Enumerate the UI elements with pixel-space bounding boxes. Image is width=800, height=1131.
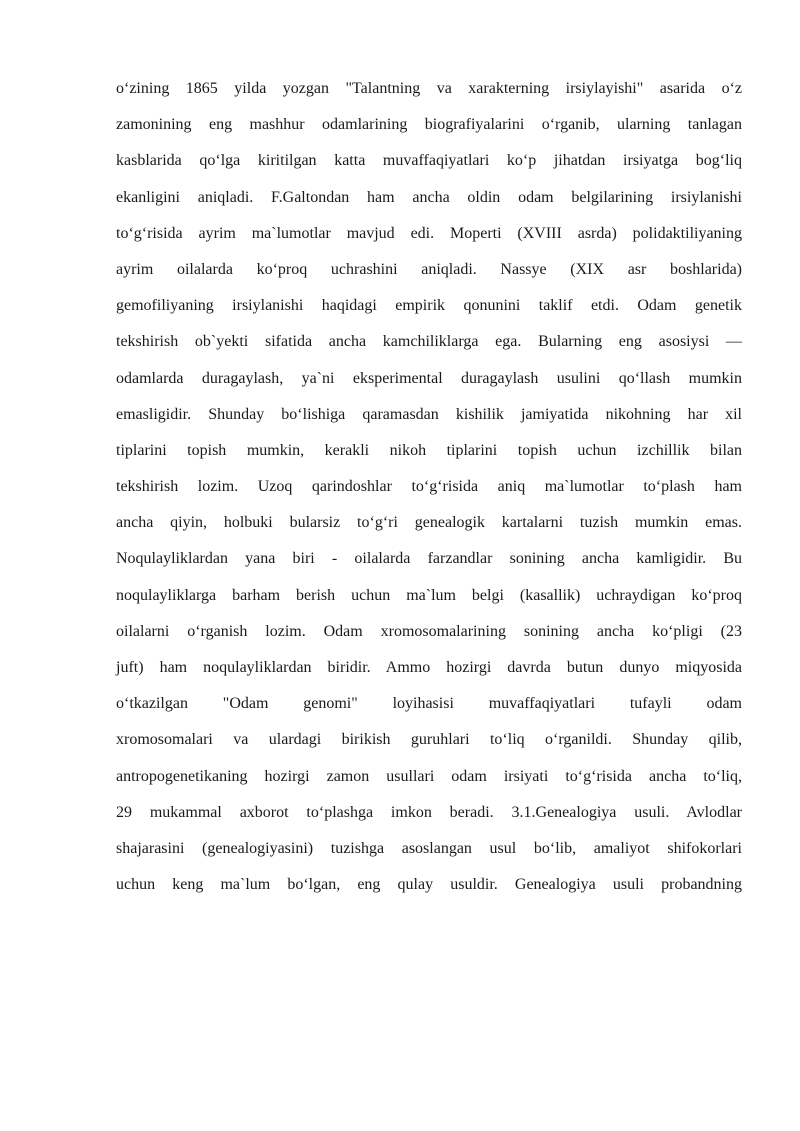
text-line: ekanligini aniqladi. F.Galtondan ham ancha oldin odam belgilarining irsiylanishi xyxy=(116,188,742,206)
body-text xyxy=(116,71,742,903)
text-line: juft) ham noqulayliklardan biridir. Ammo hozirgi davrda butun dunyo miqyosida xyxy=(116,659,742,676)
text-line: antropogenetikaning hozirgi zamon usullari odam irsiyati to‘g‘risida ancha to‘liq, xyxy=(116,767,742,785)
text-line: tekshirish ob`yekti sifatida ancha kamchiliklarga ega. Bularning eng asosiysi — xyxy=(116,333,742,351)
text-line: uchun keng ma`lum bo‘lgan, eng qulay usuldir. Genealogiya usuli probandning xyxy=(116,876,742,894)
text-line: ancha qiyin, holbuki bularsiz to‘g‘ri genealogik kartalarni tuzish mumkin emas. xyxy=(116,514,742,532)
text-line: noqulayliklarga barham berish uchun ma`lum belgi (kasallik) uchraydigan ko‘proq xyxy=(116,586,742,604)
text-line: to‘g‘risida ayrim ma`lumotlar mavjud edi. Moperti (XVIII asrda) polidaktiliyaning xyxy=(116,224,742,242)
text-line: gemofiliyaning irsiylanishi haqidagi empirik qonunini taklif etdi. Odam genetik xyxy=(116,297,742,315)
text-line: oilalarni o‘rganish lozim. Odam xromosomalarining sonining ancha ko‘pligi (23 xyxy=(116,622,742,640)
text-line: xromosomalari va ulardagi birikish guruhlari to‘liq o‘rganildi. Shunday qilib, xyxy=(116,731,742,749)
text-line: tiplarini topish mumkin, kerakli nikoh tiplarini topish uchun izchillik bilan xyxy=(116,441,742,459)
text-line: tekshirish lozim. Uzoq qarindoshlar to‘g‘risida aniq ma`lumotlar to‘plash ham xyxy=(116,478,742,496)
text-line: kasblarida qo‘lga kiritilgan katta muvaffaqiyatlari ko‘p jihatdan irsiyatga bog‘liq xyxy=(116,152,742,170)
text-line: o‘zining 1865 yilda yozgan "Talantning va xarakterning irsiylayishi" asarida o‘z xyxy=(116,80,742,97)
text-line: odamlarda duragaylash, ya`ni eksperimental duragaylash usulini qo‘llash mumkin xyxy=(116,369,742,387)
text-line: o‘tkazilgan "Odam genomi" loyihasisi muvaffaqiyatlari tufayli odam xyxy=(116,695,742,713)
text-line: zamonining eng mashhur odamlarining biografiyalarini o‘rganib, ularning tanlagan xyxy=(116,116,742,134)
text-line: shajarasini (genealogiyasini) tuzishga asoslangan usul bo‘lib, amaliyot shifokorlari xyxy=(116,839,742,857)
text-line: Noqulayliklardan yana biri - oilalarda farzandlar sonining ancha kamligidir. Bu xyxy=(116,550,742,568)
text-line: ayrim oilalarda ko‘proq uchrashini aniqladi. Nassye (XIX asr boshlarida) xyxy=(116,260,742,278)
text-line: emasligidir. Shunday bo‘lishiga qaramasdan kishilik jamiyatida nikohning har xil xyxy=(116,405,742,423)
text-line: 29 mukammal axborot to‘plashga imkon beradi. 3.1.Genealogiya usuli. Avlodlar xyxy=(116,803,742,821)
